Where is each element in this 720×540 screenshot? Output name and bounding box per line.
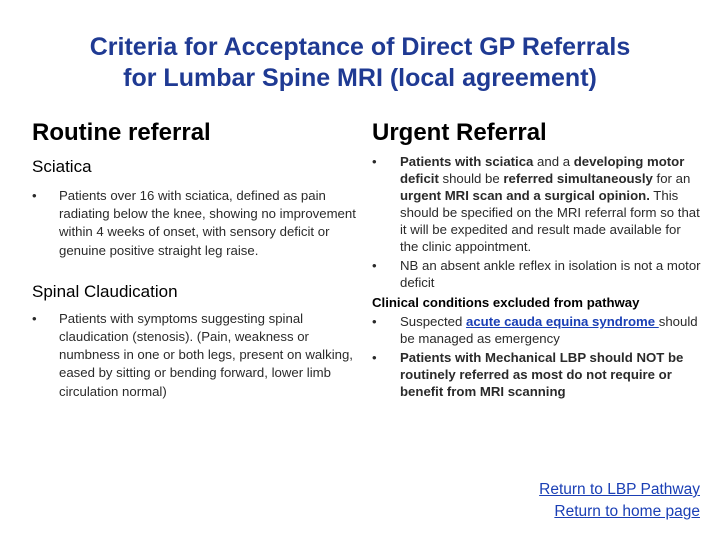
spinal-claudication-heading: Spinal Claudication [32, 281, 178, 301]
spinal-claudication-criteria [32, 310, 362, 401]
bullet-icon: • [372, 154, 377, 169]
ankle-reflex-note: NB an absent ankle reflex in isolation is not a motor deficit [400, 258, 701, 290]
urgent-text-1: Patients with sciatica [400, 154, 534, 169]
bullet-icon: • [372, 314, 377, 329]
excluded-conditions-heading: Clinical conditions excluded from pathway [372, 295, 640, 310]
urgent-text-4: should be [438, 171, 504, 186]
urgent-criteria-sciatica [372, 153, 702, 255]
title-line-2: for Lumbar Spine MRI (local agreement) [123, 64, 597, 92]
title-line-1: Criteria for Acceptance of Direct GP Referrals [89, 33, 631, 61]
routine-referral-column [32, 118, 362, 401]
urgent-criteria-note [372, 257, 702, 291]
sciatica-criteria [32, 187, 362, 260]
page-title [20, 32, 700, 94]
urgent-text-8: This should be specified on the MRI referral form so that it will be expedited and result made available for the clinic appointment. [400, 188, 700, 254]
urgent-text-2: and a [533, 154, 574, 169]
urgent-text-3: developing motor deficit [400, 154, 685, 186]
excluded-mechanical-lbp [372, 349, 702, 400]
urgent-text-7: urgent MRI scan and a surgical opinion. [400, 188, 650, 203]
footer-links [539, 479, 700, 523]
bullet-icon: • [32, 188, 37, 203]
urgent-referral-heading: Urgent Referral [372, 119, 547, 146]
bullet-icon: • [372, 258, 377, 273]
excluded-cauda-equina [372, 313, 702, 347]
cauda-equina-prefix: Suspected [400, 314, 466, 329]
routine-referral-heading: Routine referral [32, 119, 211, 146]
urgent-referral-column [372, 118, 702, 400]
return-to-home-page-link[interactable]: Return to home page [554, 503, 700, 520]
spinal-claudication-criteria-text: Patients with symptoms suggesting spinal claudication (stenosis). (Pain, weakness or numbness in one or both legs, present on walking, eased by sitting or bending forward, lower limb circulation normal) [59, 310, 353, 399]
sciatica-heading: Sciatica [32, 157, 92, 176]
sciatica-criteria-text: Patients over 16 with sciatica, defined as pain radiating below the knee, showing no improvement within 4 weeks of onset, with sensory deficit or genuine positive straight leg raise. [59, 188, 356, 258]
bullet-icon: • [32, 310, 37, 326]
urgent-text-5: referred simultaneously [503, 171, 653, 186]
mechanical-lbp-text: Patients with Mechanical LBP should NOT be routinely referred as most do not require or benefit from MRI scanning [400, 350, 684, 399]
acute-cauda-equina-link[interactable]: acute cauda equina syndrome [465, 314, 659, 329]
urgent-text-6: for an [652, 171, 691, 186]
return-to-lbp-pathway-link[interactable]: Return to LBP Pathway [539, 481, 700, 498]
bullet-icon: • [372, 350, 377, 365]
cauda-equina-suffix: should be managed as emergency [400, 314, 698, 346]
